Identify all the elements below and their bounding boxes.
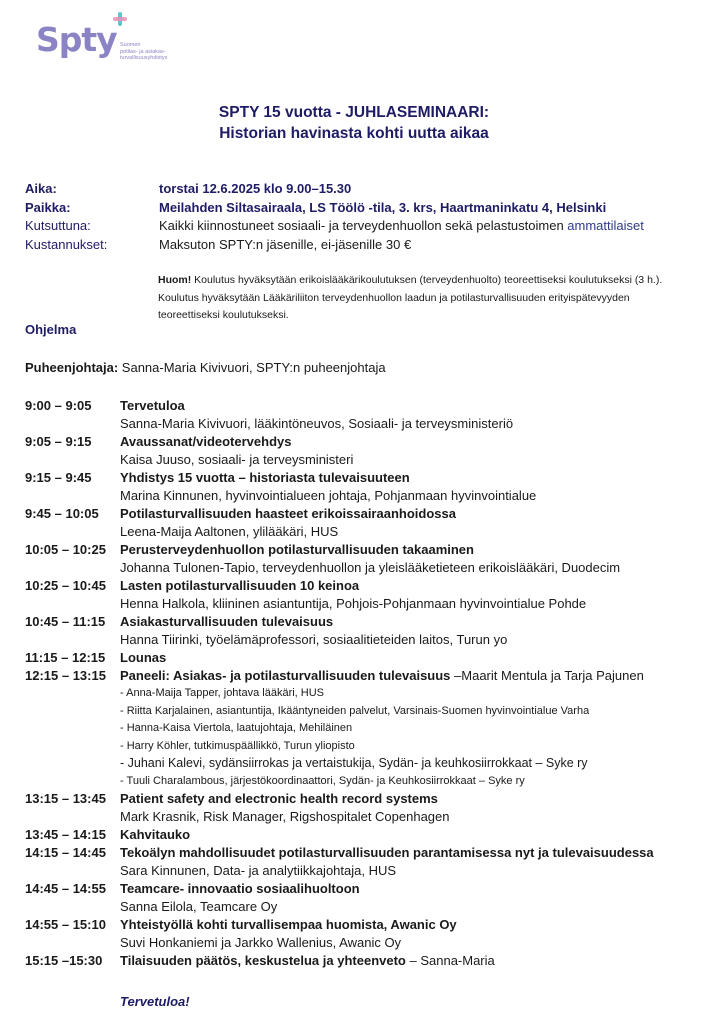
slot-time: 13:45 – 14:15 [25, 827, 106, 842]
title-line-1: SPTY 15 vuotta - JUHLASEMINAARI: [218, 104, 490, 121]
info-value-text: Kaikki kiinnostuneet sosiaali- ja terveydenhuollon sekä pelastustoimen [159, 218, 568, 233]
info-label: Paikka: [25, 199, 71, 215]
slot-speaker: Johanna Tulonen-Tapio, terveydenhuollon ja yleislääketieteen erikoislääkäri, Duodecim [120, 560, 621, 575]
slot-title-text: Lounas [120, 650, 167, 665]
logo-subtitle: Suomen potilas- ja asiakas- turvallisuusyhdistys [120, 42, 168, 61]
slot-title-text: Yhdistys 15 vuotta – historiasta tulevaisuuteen [120, 470, 410, 485]
slot-title [120, 649, 166, 667]
slot-time: 10:05 – 10:25 [25, 542, 106, 557]
panelist-item: - Juhani Kalevi, sydänsiirrokas ja vertaistukija, Sydän- ja keuhkosiirrokkaat – Syke ry [120, 756, 588, 770]
program-slot [25, 844, 695, 862]
program-slot [25, 613, 695, 631]
slot-time: 12:15 – 13:15 [25, 668, 106, 683]
slot-speaker: Hanna Tiirinki, työelämäprofessori, sosiaalitieteiden laitos, Turun yo [120, 632, 508, 647]
slot-title [120, 952, 495, 970]
slot-title-text: Patient safety and electronic health record systems [120, 791, 438, 806]
panelist-item: - Harry Köhler, tutkimuspäällikkö, Turun yliopisto [120, 739, 355, 752]
info-label: Aika: [25, 181, 57, 196]
program-slot [25, 916, 695, 934]
info-row-kustannukset [25, 236, 695, 255]
slot-title [120, 613, 333, 631]
spty-logo [36, 12, 166, 62]
slot-time: 9:05 – 9:15 [25, 434, 92, 449]
slot-time: 10:25 – 10:45 [25, 578, 106, 593]
program-list [25, 397, 695, 970]
info-value: torstai 12.6.2025 klo 9.00–15.30 [159, 181, 352, 196]
slot-title [120, 790, 438, 808]
slot-speaker: Sanna Eilola, Teamcare Oy [120, 899, 278, 914]
panelist-item: - Hanna-Kaisa Viertola, laatujohtaja, Mehiläinen [120, 722, 353, 734]
event-info [25, 180, 695, 254]
slot-title [120, 577, 359, 595]
slot-time: 13:15 – 13:45 [25, 791, 106, 806]
info-row-kutsuttuna [25, 217, 695, 236]
slot-title-rest: – Sanna-Maria [405, 953, 495, 968]
note-huom: Huom! [158, 274, 192, 286]
slot-title-text: Perusterveydenhuollon potilasturvallisuuden takaaminen [120, 542, 474, 557]
panelist-item: - Tuuli Charalambous, järjestökoordinaattori, Sydän- ja Keuhkosiirrokkaat – Syke ry [120, 774, 525, 787]
slot-title [120, 433, 291, 451]
info-label: Kustannukset: [25, 236, 108, 252]
slot-title [120, 916, 457, 934]
chair-label: Puheenjohtaja: [25, 360, 119, 375]
slot-title [120, 469, 410, 487]
slot-speaker: Mark Krasnik, Risk Manager, Rigshospitalet Copenhagen [120, 809, 450, 824]
info-row-paikka [25, 199, 695, 218]
title-line-2: Historian havinasta kohti uutta aikaa [219, 125, 489, 142]
program-slot [25, 667, 695, 685]
chair-line [25, 360, 386, 375]
info-row-aika [25, 180, 695, 199]
slot-title-text: Kahvitauko [120, 827, 191, 842]
slot-title [120, 667, 644, 685]
slot-title-text: Teamcare- innovaatio sosiaalihuoltoon [120, 881, 360, 896]
accreditation-note [158, 272, 678, 325]
program-slot [25, 649, 695, 667]
closing-welcome: Tervetuloa! [120, 994, 190, 1009]
slot-title-rest: –Maarit Mentula ja Tarja Pajunen [450, 668, 644, 683]
program-slot [25, 826, 695, 844]
slot-title-text: Potilasturvallisuuden haasteet erikoissairaanhoidossa [120, 506, 456, 521]
info-value: Maksuton SPTY:n jäsenille, ei-jäsenille 30 € [159, 236, 412, 252]
program-slot [25, 541, 695, 559]
program-slot [25, 469, 695, 487]
slot-title [120, 505, 456, 523]
slot-time: 11:15 – 12:15 [25, 650, 106, 665]
program-slot [25, 433, 695, 451]
slot-time: 9:00 – 9:05 [25, 398, 92, 413]
slot-speaker: Henna Halkola, kliininen asiantuntija, Pohjois-Pohjanmaan hyvinvointialue Pohde [120, 596, 587, 611]
slot-speaker: Sanna-Maria Kivivuori, lääkintöneuvos, Sosiaali- ja terveysministeriö [120, 416, 514, 431]
slot-speaker: Sara Kinnunen, Data- ja analytiikkajohtaja, HUS [120, 863, 397, 878]
note-text: Koulutus hyväksytään erikoislääkärikoulutuksen (terveydenhuolto) teoreettiseksi koulutukseksi (3 h.). Koulutus hyväksytään Lääkäriliiton terveydenhuollon laadun ja potilasturvallisuuden erityispätevyyden teoreettiseksi koulutukseksi. [158, 274, 663, 321]
info-value: Meilahden Siltasairaala, LS Töölö -tila, 3. krs, Haartmaninkatu 4, Helsinki [159, 199, 607, 215]
slot-time: 9:45 – 10:05 [25, 506, 99, 521]
slot-title [120, 826, 190, 844]
program-slot [25, 790, 695, 808]
logo-wordmark: Spty [36, 20, 117, 59]
slot-title-text: Tervetuloa [120, 398, 185, 413]
slot-time: 14:45 – 14:55 [25, 881, 106, 896]
chair-name: Sanna-Maria Kivivuori, SPTY:n puheenjohtaja [118, 360, 386, 375]
program-heading: Ohjelma [25, 322, 77, 337]
panelist-item: - Riitta Karjalainen, asiantuntija, Ikääntyneiden palvelut, Varsinais-Suomen hyvinvointialue Varha [120, 704, 590, 717]
program-slot [25, 880, 695, 898]
slot-title-text: Paneeli: Asiakas- ja potilasturvallisuuden tulevaisuus [120, 668, 451, 683]
slot-time: 9:15 – 9:45 [25, 470, 92, 485]
slot-title [120, 844, 654, 862]
slot-title [120, 880, 360, 898]
slot-speaker: Marina Kinnunen, hyvinvointialueen johtaja, Pohjanmaan hyvinvointialue [120, 488, 537, 503]
slot-time: 10:45 – 11:15 [25, 614, 106, 629]
program-slot [25, 505, 695, 523]
slot-title-text: Yhteistyöllä kohti turvallisempaa huomista, Awanic Oy [120, 917, 457, 932]
info-label: Kutsuttuna: [25, 218, 91, 233]
slot-title-text: Tilaisuuden päätös, keskustelua ja yhteenveto [120, 953, 406, 968]
info-value-accent: ammattilaiset [567, 218, 644, 233]
slot-title [120, 541, 474, 559]
slot-title [120, 397, 185, 415]
slot-speaker: Suvi Honkaniemi ja Jarkko Wallenius, Awanic Oy [120, 935, 402, 950]
slot-title-text: Tekoälyn mahdollisuudet potilasturvallisuuden parantamisessa nyt ja tulevaisuudessa [120, 845, 654, 860]
program-slot [25, 952, 695, 970]
slot-time: 14:55 – 15:10 [25, 917, 106, 932]
panelist-item: - Anna-Maija Tapper, johtava lääkäri, HUS [120, 687, 325, 699]
slot-title-text: Lasten potilasturvallisuuden 10 keinoa [120, 578, 360, 593]
program-slot [25, 397, 695, 415]
slot-speaker: Leena-Maija Aaltonen, ylilääkäri, HUS [120, 524, 339, 539]
info-value [159, 217, 644, 236]
page-title [0, 102, 708, 144]
slot-time: 14:15 – 14:45 [25, 845, 106, 860]
slot-title-text: Asiakasturvallisuuden tulevaisuus [120, 614, 334, 629]
program-slot [25, 577, 695, 595]
slot-time: 15:15 –15:30 [25, 953, 103, 968]
slot-title-text: Avaussanat/videotervehdys [120, 434, 292, 449]
slot-speaker: Kaisa Juuso, sosiaali- ja terveysministeri [120, 452, 354, 467]
